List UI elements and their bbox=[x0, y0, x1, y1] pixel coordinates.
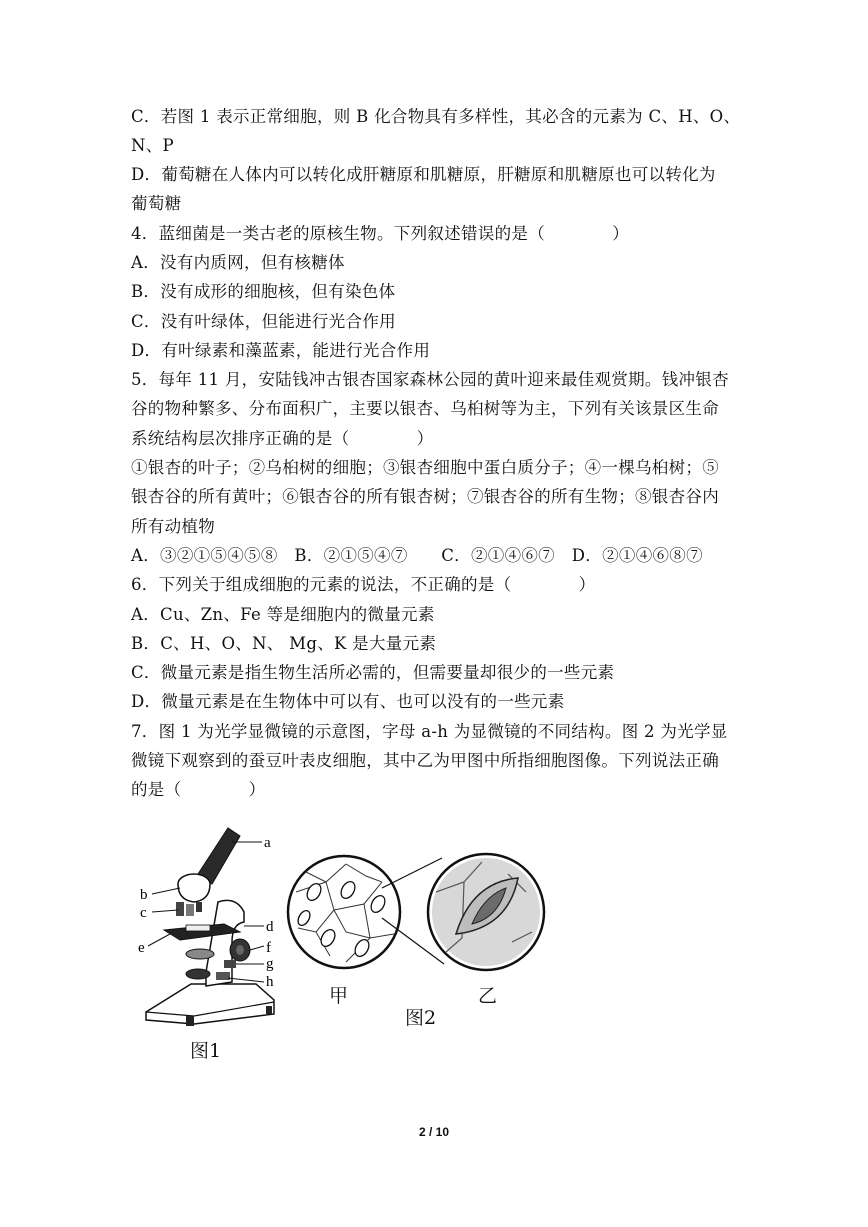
option-d: D．有叶绿素和藻蓝素，能进行光合作用 bbox=[131, 341, 431, 360]
question-6-stem: 6．下列关于组成细胞的元素的说法，不正确的是（ ） bbox=[131, 575, 596, 594]
text-line: 银杏谷的所有黄叶；⑥银杏谷的所有银杏树；⑦银杏谷的所有生物；⑧银杏谷内 bbox=[131, 487, 719, 506]
option-d: D．微量元素是在生物体中可以有、也可以没有的一些元素 bbox=[131, 692, 565, 711]
epidermis-cells-figure bbox=[286, 852, 548, 977]
option-c: C．微量元素是指生物生活所必需的，但需要量却很少的一些元素 bbox=[131, 663, 615, 682]
label-f: f bbox=[266, 940, 271, 956]
question-5-stem: 5．每年 11 月，安陆钱冲古银杏国家森林公园的黄叶迎来最佳观赏期。钱冲银杏 bbox=[131, 370, 729, 389]
text-line: N、P bbox=[131, 136, 174, 155]
text-line: 葡萄糖 bbox=[131, 194, 182, 213]
figure-2-yi-label: 乙 bbox=[478, 985, 498, 1007]
figure-2-caption: 图2 bbox=[405, 1007, 437, 1029]
option-b: B．没有成形的细胞核，但有染色体 bbox=[131, 282, 396, 301]
figure-2-jia-label: 甲 bbox=[329, 985, 349, 1007]
text-line: 谷的物种繁多、分布面积广，主要以银杏、乌桕树等为主，下列有关该景区生命 bbox=[131, 399, 719, 418]
option-a: A．没有内质网，但有核糖体 bbox=[131, 253, 345, 272]
text-line: C．若图 1 表示正常细胞，则 B 化合物具有多样性，其必含的元素为 C、H、O、 bbox=[131, 107, 741, 126]
question-7-stem: 7．图 1 为光学显微镜的示意图，字母 a-h 为显微镜的不同结构。图 2 为光学显 bbox=[131, 722, 728, 741]
microscope-figure bbox=[136, 822, 286, 1032]
text-line: 的是（ ） bbox=[131, 780, 266, 799]
question-4-stem: 4．蓝细菌是一类古老的原核生物。下列叙述错误的是（ ） bbox=[131, 224, 629, 243]
label-h: h bbox=[266, 974, 274, 990]
label-g: g bbox=[266, 956, 274, 972]
label-c: c bbox=[140, 905, 147, 921]
label-e: e bbox=[138, 940, 145, 956]
text-line: 系统结构层次排序正确的是（ ） bbox=[131, 429, 434, 448]
text-line: 微镜下观察到的蚕豆叶表皮细胞，其中乙为甲图中所指细胞图像。下列说法正确 bbox=[131, 751, 719, 770]
label-d: d bbox=[266, 919, 274, 935]
option-c: C．没有叶绿体，但能进行光合作用 bbox=[131, 312, 396, 331]
label-a: a bbox=[264, 835, 271, 851]
text-line: 所有动植物 bbox=[131, 517, 215, 536]
page-number: 2 / 10 bbox=[418, 1125, 450, 1139]
option-a: A．Cu、Zn、Fe 等是细胞内的微量元素 bbox=[131, 605, 435, 624]
text-line: ①银杏的叶子；②乌桕树的细胞；③银杏细胞中蛋白质分子；④一棵乌桕树；⑤ bbox=[131, 458, 719, 477]
label-b: b bbox=[140, 887, 148, 903]
text-line: D．葡萄糖在人体内可以转化成肝糖原和肌糖原，肝糖原和肌糖原也可以转化为 bbox=[131, 165, 716, 184]
figure-1-caption: 图1 bbox=[190, 1040, 222, 1062]
option-b: B．C、H、O、N、 Mg、K 是大量元素 bbox=[131, 634, 437, 653]
options-row: A．③②①⑤④⑤⑧ B．②①⑤④⑦ C．②①④⑥⑦ D．②①④⑥⑧⑦ bbox=[131, 546, 703, 565]
